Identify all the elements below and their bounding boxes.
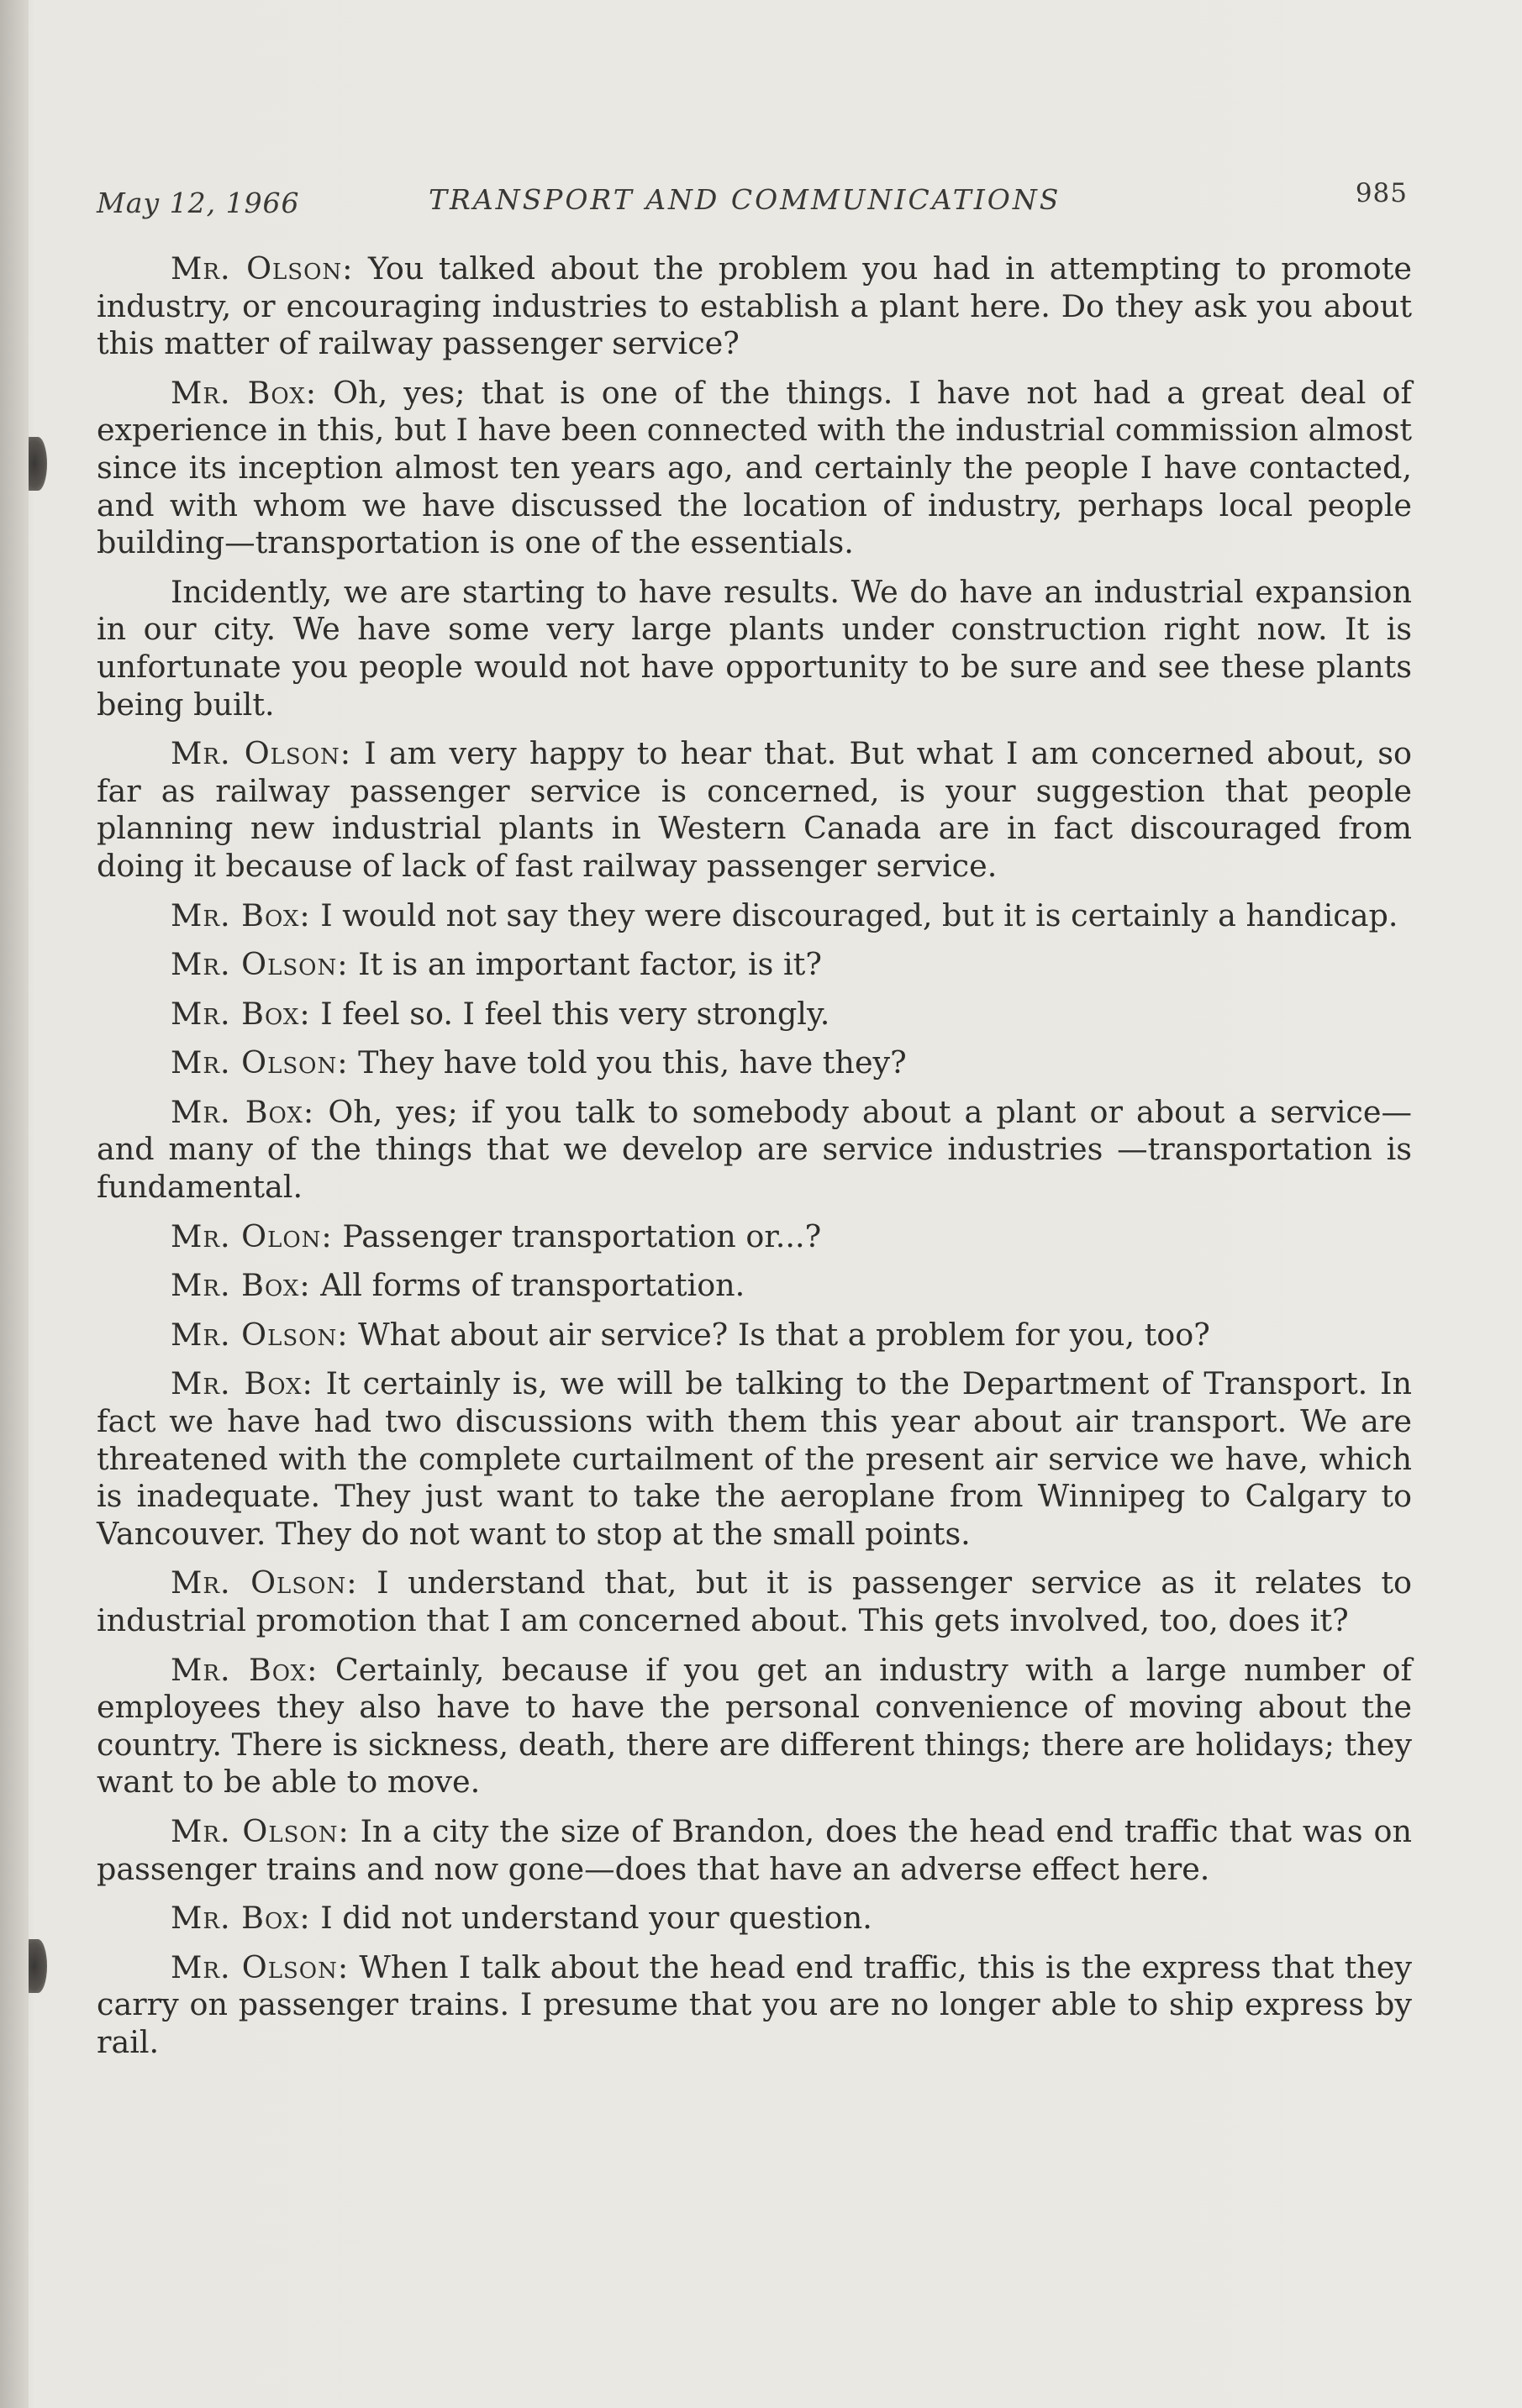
- binder-clip-mark: [29, 437, 47, 491]
- header-title: TRANSPORT AND COMMUNICATIONS: [429, 183, 1061, 216]
- paragraph-text: In a city the size of Brandon, does the head end traffic that was on passenger trains and now gone—does that have an adverse effect here.: [97, 1812, 1412, 1887]
- transcript-body: [97, 250, 1412, 2074]
- speaker-name: Mr. Box:: [171, 1267, 311, 1304]
- paragraph: [97, 1044, 1412, 1082]
- paragraph-text: All forms of transportation.: [310, 1267, 745, 1304]
- paragraph: [97, 1564, 1412, 1639]
- speaker-name: Mr. Olson:: [171, 1948, 350, 1985]
- paragraph: [97, 897, 1412, 935]
- speaker-name: Mr. Box:: [171, 995, 311, 1032]
- paragraph: [97, 1317, 1412, 1354]
- paragraph: [97, 946, 1412, 984]
- paragraph-text: When I talk about the head end traffic, this is the express that they carry on passenger trains. I presume that you are no longer able to ship express by rail.: [97, 1948, 1412, 2060]
- paragraph: [97, 1652, 1412, 1801]
- speaker-name: Mr. Olson:: [171, 1316, 349, 1353]
- paragraph: [97, 1094, 1412, 1207]
- paragraph: [97, 1365, 1412, 1553]
- paragraph: [97, 735, 1412, 885]
- paragraph: [97, 375, 1412, 562]
- paragraph-text: Certainly, because if you get an industry with a large number of employees they also have to have the personal convenience of moving about the country. There is sickness, death, there are different things; there are holidays; they want to be able to move.: [97, 1651, 1412, 1801]
- paragraph-text: I understand that, but it is passenger service as it relates to industrial promotion that I am concerned about. This gets involved, too, does it?: [97, 1564, 1412, 1638]
- paragraph: [97, 1267, 1412, 1305]
- paragraph-text: Oh, yes; if you talk to somebody about a plant or about a service—and many of the things that we develop are service industries —transportation is fundamental.: [97, 1093, 1412, 1206]
- paragraph: [97, 250, 1412, 363]
- speaker-name: Mr. Box:: [171, 1093, 315, 1130]
- paragraph-text: I feel so. I feel this very strongly.: [310, 995, 830, 1032]
- paragraph: [97, 1218, 1412, 1256]
- paragraph-text: It is an important factor, is it?: [348, 946, 822, 983]
- speaker-name: Mr. Olson:: [171, 1564, 358, 1601]
- paragraph-text: Incidently, we are starting to have results. We do have an industrial expansion in our city. We have some very large plants under construction right now. It is unfortunate you people would not have opportunity to be sure and see these plants being built.: [97, 573, 1412, 723]
- paragraph-text: I did not understand your question.: [310, 1900, 872, 1937]
- speaker-name: Mr. Box:: [171, 1651, 319, 1688]
- speaker-name: Mr. Olson:: [171, 735, 352, 772]
- paragraph-text: It certainly is, we will be talking to the Department of Transport. In fact we have had two discussions with them this year about air transport. We are threatened with the complete curtailment of the present air service we have, which is inadequate. They just want to take the aeroplane from Winnipeg to Calgary to Vancouver. They do not want to stop at the small points.: [97, 1365, 1412, 1552]
- speaker-name: Mr. Box:: [171, 1900, 311, 1937]
- paragraph-text: I would not say they were discouraged, but it is certainly a handicap.: [310, 896, 1398, 933]
- paragraph-text: What about air service? Is that a problem for you, too?: [348, 1316, 1210, 1353]
- running-header: [97, 178, 1408, 220]
- speaker-name: Mr. Box:: [171, 374, 318, 411]
- paragraph: [97, 1813, 1412, 1888]
- paragraph: [97, 1949, 1412, 2062]
- speaker-name: Mr. Olson:: [171, 1812, 350, 1849]
- paragraph-text: Passenger transportation or...?: [332, 1217, 822, 1254]
- speaker-name: Mr. Box:: [171, 896, 311, 933]
- page-number: 985: [1355, 178, 1408, 208]
- paragraph-text: They have told you this, have they?: [348, 1044, 907, 1081]
- speaker-name: Mr. Olson:: [171, 250, 354, 287]
- speaker-name: Mr. Olson:: [171, 946, 349, 983]
- paragraph-text: Oh, yes; that is one of the things. I have not had a great deal of experience in this, but I have been connected with the industrial commission almost since its inception almost ten years ago, and certainly the people I have contacted, and with whom we have discussed the location of industry, perhaps local people building—transportation is one of the essentials.: [97, 374, 1412, 561]
- paragraph-text: I am very happy to hear that. But what I am concerned about, so far as railway passenger service is concerned, is your suggestion that people planning new industrial plants in Western Canada are in fact discouraged from doing it because of lack of fast railway passenger service.: [97, 735, 1412, 884]
- paragraph: [97, 996, 1412, 1033]
- binder-clip-mark: [29, 1939, 47, 1993]
- paragraph: [97, 574, 1412, 723]
- speaker-name: Mr. Box:: [171, 1365, 313, 1402]
- header-date: May 12, 1966: [97, 187, 300, 219]
- speaker-name: Mr. Olson:: [171, 1044, 349, 1081]
- paragraph-text: You talked about the problem you had in attempting to promote industry, or encouraging industries to establish a plant here. Do they ask you about this matter of railway passenger service?: [97, 250, 1412, 362]
- binding-gutter: [0, 0, 29, 2408]
- speaker-name: Mr. Olon:: [171, 1217, 333, 1254]
- paragraph: [97, 1900, 1412, 1937]
